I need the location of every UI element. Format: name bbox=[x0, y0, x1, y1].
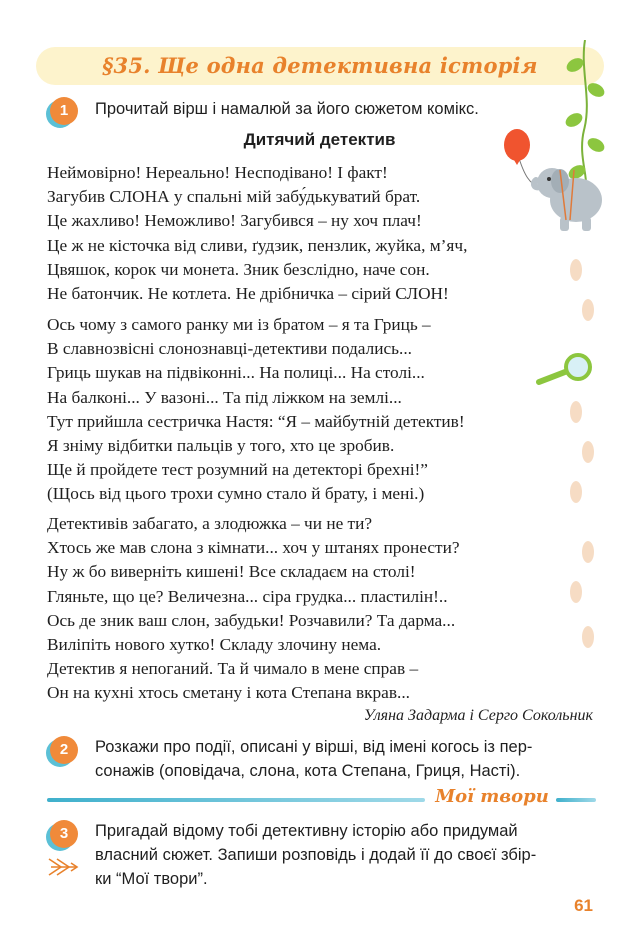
poem-line: Хтось же мав слона з кімнати... хоч у штанях пронести? bbox=[47, 538, 460, 558]
poem-stanza bbox=[47, 512, 460, 706]
poem-author: Уляна Задарма і Серго Сокольник bbox=[363, 707, 593, 724]
poem-stanza bbox=[47, 161, 467, 306]
poem-line: (Щось від цього трохи сумно стало й брату, і мені.) bbox=[47, 484, 425, 504]
section-label: Мої твори bbox=[435, 786, 549, 807]
task-instruction: Прочитай вірш і намалюй за його сюжетом комікс. bbox=[95, 100, 479, 118]
task-instruction-line: Пригадай відому тобі детективну історію або придумай bbox=[95, 822, 518, 840]
task-number-badge: 1 bbox=[50, 97, 78, 125]
poem-line: Ось де зник ваш слон, забудьки! Розчавили? Та дарма... bbox=[47, 610, 456, 630]
poem-line: Неймовірно! Нереально! Несподівано! І факт! bbox=[47, 163, 388, 182]
writing-task-icon bbox=[47, 855, 79, 879]
footprints-illustration bbox=[562, 252, 602, 652]
poem-line: Ну ж бо виверніть кишені! Все складаєм на столі! bbox=[47, 562, 416, 582]
task-number-badge: 3 bbox=[50, 820, 78, 848]
title-bar bbox=[36, 47, 604, 85]
poem-stanza bbox=[47, 313, 465, 507]
poem-line: На балконі... У вазоні... Та під ліжком на землі... bbox=[47, 387, 402, 407]
poem-line: Цвяшок, корок чи монета. Зник безслідно, наче сон. bbox=[47, 259, 430, 279]
task-instruction bbox=[95, 735, 595, 783]
task-instruction-line: ки “Мої твори”. bbox=[95, 870, 208, 888]
poem-line: Це ж не кісточка від сливи, ґудзик, пензлик, жуйка, м’яч, bbox=[47, 235, 468, 255]
poem-line: Виліпіть нового хутко! Складу злочину нема. bbox=[47, 635, 382, 655]
section-divider bbox=[47, 798, 425, 802]
poem-line: Он на кухні хтось сметану і кота Степана вкрав... bbox=[47, 683, 410, 703]
task-number-badge: 2 bbox=[50, 736, 78, 764]
poem-line: Не батончик. Не котлета. Не дрібничка – сірий СЛОН! bbox=[47, 284, 449, 304]
page-number: 61 bbox=[574, 896, 593, 915]
poem-line: Гляньте, що це? Величезна... сіра грудка... пластилін!.. bbox=[47, 586, 448, 606]
poem-line: В славнозвісні слонознавці-детективи подались... bbox=[47, 339, 412, 359]
poem-line: Ще й пройдете тест розумний на детекторі брехні!” bbox=[47, 460, 428, 480]
poem-line: Я зніму відбитки пальців у того, хто це зробив. bbox=[47, 436, 395, 456]
task-instruction-line: власний сюжет. Запиши розповідь і додай її до своєї збір- bbox=[95, 846, 537, 864]
magnifier-icon bbox=[535, 350, 595, 390]
poem-line: Гриць шукав на підвіконні... На полиці... На столі... bbox=[47, 363, 425, 383]
poem-line: Тут прийшла сестричка Настя: “Я – майбутній детектив! bbox=[47, 411, 465, 431]
poem-line: Детектив я непоганий. Та й чимало в мене справ – bbox=[47, 659, 419, 679]
task-instruction-line: Розкажи про події, описані у вірші, від імені когось із пер- bbox=[95, 738, 533, 756]
task-instruction bbox=[95, 819, 595, 891]
poem-title: Дитячий детектив bbox=[243, 130, 396, 149]
poem-line: Детективів забагато, а злодюжка – чи не ти? bbox=[47, 514, 373, 533]
page-title: §35. Ще одна детективна історія bbox=[102, 53, 538, 78]
poem-line: Ось чому з самого ранку ми із братом – я та Гриць – bbox=[47, 315, 431, 334]
poem-line: Це жахливо! Неможливо! Загубився – ну хоч плач! bbox=[47, 211, 422, 231]
section-divider bbox=[556, 798, 596, 802]
task-instruction-line: сонажів (оповідача, слона, кота Степана, Гриця, Насті). bbox=[95, 762, 521, 780]
poem-line: Загубив СЛОНА у спальні мій забу́дькуватий брат. bbox=[47, 187, 421, 207]
